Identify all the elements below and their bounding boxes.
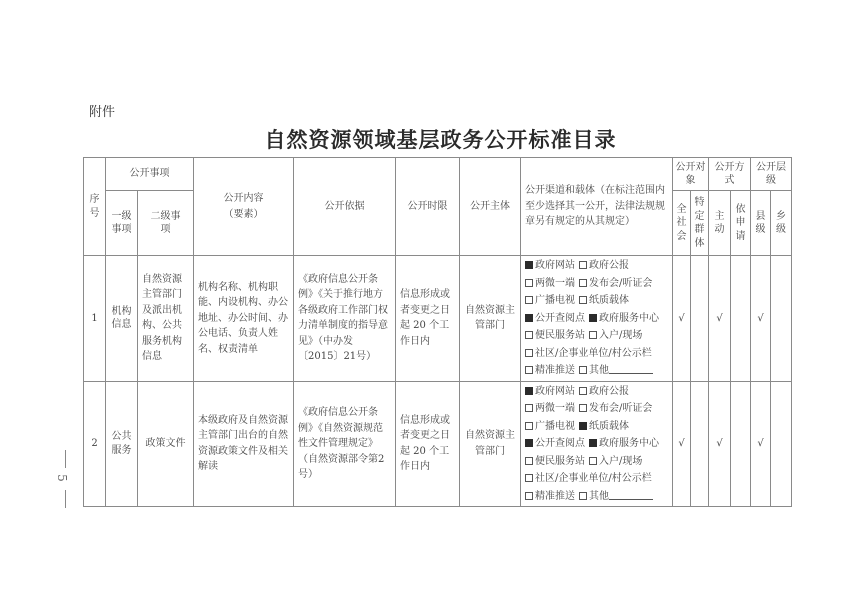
cell-mode-active: √	[709, 381, 731, 507]
cell-level1: 机构信息	[106, 256, 138, 382]
header-mode-group: 公开方式	[709, 158, 751, 191]
channel-option	[525, 260, 575, 271]
channel-line	[525, 310, 668, 328]
channel-option-label: 政府服务中心	[599, 438, 659, 449]
unchecked-box-icon	[525, 422, 533, 430]
cell-target-all: √	[673, 381, 691, 507]
unchecked-box-icon	[525, 492, 533, 500]
channel-option	[579, 491, 653, 502]
channel-line	[525, 257, 668, 275]
cell-channels	[521, 381, 673, 507]
checked-box-icon	[579, 422, 587, 430]
channel-option-label: 入户/现场	[599, 330, 643, 341]
channel-option	[579, 295, 629, 306]
cell-subject: 自然资源主管部门	[460, 381, 521, 507]
channel-option-label: 发布会/听证会	[589, 403, 653, 414]
header-basis: 公开依据	[294, 158, 396, 256]
header-level-group: 公开层级	[751, 158, 792, 191]
table-row	[84, 256, 792, 382]
catalog-table	[83, 157, 792, 507]
cell-basis: 《政府信息公开条例》《自然资源规范性文件管理规定》（自然资源部令第2号）	[294, 381, 396, 507]
channel-option-label: 精准推送	[535, 365, 575, 376]
channel-option-label: 广播电视	[535, 295, 575, 306]
channel-option-label: 纸质载体	[589, 295, 629, 306]
cell-level-township	[771, 256, 792, 382]
channel-option-label: 政府服务中心	[599, 312, 659, 324]
header-level1: 一级事项	[106, 191, 138, 256]
cell-target-specific	[691, 256, 709, 382]
unchecked-box-icon	[579, 492, 587, 500]
channel-line	[525, 418, 668, 436]
header-row-group	[84, 158, 792, 191]
checked-box-icon	[589, 314, 597, 322]
channel-option-label: 便民服务站	[535, 455, 585, 467]
channel-option	[579, 278, 652, 289]
fill-in-blank	[609, 490, 653, 500]
cell-level-township	[771, 381, 792, 507]
checked-box-icon	[525, 261, 533, 269]
cell-level-county: √	[751, 256, 771, 382]
channel-option	[525, 473, 652, 484]
checked-box-icon	[525, 314, 533, 322]
channel-option	[525, 456, 585, 467]
channel-option-label: 其他	[589, 365, 609, 376]
cell-seq: 1	[84, 256, 106, 382]
channel-option	[525, 330, 585, 341]
channel-option	[589, 438, 659, 449]
channel-option-label: 发布会/听证会	[589, 277, 653, 289]
cell-seq: 2	[84, 381, 106, 507]
channel-option	[525, 313, 585, 324]
header-mode-active: 主动	[709, 191, 731, 256]
channel-option	[525, 278, 575, 289]
channel-option	[579, 365, 653, 376]
page-number-dash	[65, 490, 66, 508]
header-target-all: 全社会	[673, 191, 691, 256]
channel-option	[525, 295, 575, 306]
channel-line	[525, 453, 668, 471]
channel-line	[525, 488, 668, 506]
channel-option	[589, 456, 642, 467]
cell-time-limit: 信息形成或者变更之日起 20 个工作日内	[396, 256, 460, 382]
cell-basis: 《政府信息公开条例》《关于推行地方各级政府工作部门权力清单制度的指导意见》（中办发〔2015〕21号）	[294, 256, 396, 382]
channel-option	[589, 330, 642, 341]
unchecked-box-icon	[579, 261, 587, 269]
header-content-sub: （要素）	[223, 208, 264, 220]
header-target-specific: 特定群体	[691, 191, 709, 256]
header-level-township: 乡级	[771, 191, 792, 256]
header-level2: 二级事项	[138, 191, 194, 256]
attachment-label: 附件	[89, 105, 116, 120]
cell-content: 机构名称、机构职能、内设机构、办公地址、办公时间、办公电话、负责人姓名、权责清单	[194, 256, 294, 382]
unchecked-box-icon	[579, 296, 587, 304]
cell-mode-request	[731, 256, 751, 382]
channel-line	[525, 362, 668, 380]
channel-line	[525, 400, 668, 418]
channel-line	[525, 435, 668, 453]
unchecked-box-icon	[525, 296, 533, 304]
channel-option-label: 纸质载体	[589, 420, 629, 432]
channel-option	[579, 260, 629, 271]
cell-channels	[521, 256, 673, 382]
channel-option-label: 公开查阅点	[535, 312, 585, 324]
unchecked-box-icon	[589, 457, 597, 465]
fill-in-blank	[609, 364, 653, 374]
unchecked-box-icon	[525, 349, 533, 357]
unchecked-box-icon	[525, 457, 533, 465]
channel-option-label: 两微一端	[535, 403, 575, 414]
unchecked-box-icon	[525, 279, 533, 287]
cell-level1: 公共服务	[106, 381, 138, 507]
checked-box-icon	[589, 439, 597, 447]
header-level-county: 县级	[751, 191, 771, 256]
channel-option-label: 政府公报	[589, 260, 629, 271]
channel-line	[525, 383, 668, 401]
cell-level-county: √	[751, 381, 771, 507]
cell-content: 本级政府及自然资源主管部门出台的自然资源政策文件及相关解读	[194, 381, 294, 507]
unchecked-box-icon	[525, 331, 533, 339]
channel-option-label: 政府网站	[535, 260, 575, 271]
unchecked-box-icon	[579, 279, 587, 287]
unchecked-box-icon	[579, 404, 587, 412]
header-subject: 公开主体	[460, 158, 521, 256]
page-number-text: 5	[54, 474, 69, 482]
cell-level2: 自然资源主管部门及派出机构、公共服务机构信息	[138, 256, 194, 382]
channel-option-label: 社区/企事业单位/村公示栏	[535, 347, 652, 359]
unchecked-box-icon	[579, 387, 587, 395]
header-time-limit: 公开时限	[396, 158, 460, 256]
channel-option-label: 政府公报	[589, 385, 629, 397]
cell-target-specific	[691, 381, 709, 507]
cell-time-limit: 信息形成或者变更之日起 20 个工作日内	[396, 381, 460, 507]
channel-option-label: 广播电视	[535, 420, 575, 432]
channel-line	[525, 292, 668, 310]
channel-option	[525, 438, 585, 449]
unchecked-box-icon	[525, 366, 533, 374]
page-number	[56, 450, 76, 510]
channel-option	[579, 386, 629, 397]
channel-option-label: 其他	[589, 490, 609, 502]
header-content	[194, 158, 294, 256]
channel-option	[525, 386, 575, 397]
channel-option	[579, 421, 629, 432]
header-channel: 公开渠道和载体（在标注范围内至少选择其一公开，法律法规规章另有规定的从其规定）	[521, 158, 673, 256]
channel-option	[525, 348, 652, 359]
cell-target-all: √	[673, 256, 691, 382]
channel-option-label: 政府网站	[535, 385, 575, 397]
cell-mode-active: √	[709, 256, 731, 382]
unchecked-box-icon	[579, 366, 587, 374]
channel-option-label: 公开查阅点	[535, 438, 585, 449]
channel-option-label: 精准推送	[535, 490, 575, 502]
channel-option	[579, 403, 652, 414]
document-title: 自然资源领域基层政务公开标准目录	[264, 127, 617, 152]
unchecked-box-icon	[525, 474, 533, 482]
channel-line	[525, 345, 668, 363]
header-seq: 序号	[84, 158, 106, 256]
cell-subject: 自然资源主管部门	[460, 256, 521, 382]
channel-line	[525, 470, 668, 488]
cell-mode-request	[731, 381, 751, 507]
channel-line	[525, 275, 668, 293]
checked-box-icon	[525, 387, 533, 395]
channel-option-label: 社区/企事业单位/村公示栏	[535, 473, 652, 484]
channel-line	[525, 327, 668, 345]
header-content-label: 公开内容	[223, 193, 264, 204]
header-matter-group: 公开事项	[106, 158, 194, 191]
header-mode-request: 依申请	[731, 191, 751, 256]
channel-option	[525, 403, 575, 414]
channel-option-label: 便民服务站	[535, 330, 585, 341]
unchecked-box-icon	[589, 331, 597, 339]
header-target-group: 公开对象	[673, 158, 709, 191]
channel-option	[525, 421, 575, 432]
table-row	[84, 381, 792, 507]
channel-option	[589, 313, 659, 324]
cell-level2: 政策文件	[138, 381, 194, 507]
channel-option-label: 两微一端	[535, 277, 575, 289]
channel-option-label: 入户/现场	[599, 455, 643, 467]
unchecked-box-icon	[525, 404, 533, 412]
channel-option	[525, 365, 575, 376]
channel-option	[525, 491, 575, 502]
page-number-dash	[65, 450, 66, 468]
checked-box-icon	[525, 439, 533, 447]
